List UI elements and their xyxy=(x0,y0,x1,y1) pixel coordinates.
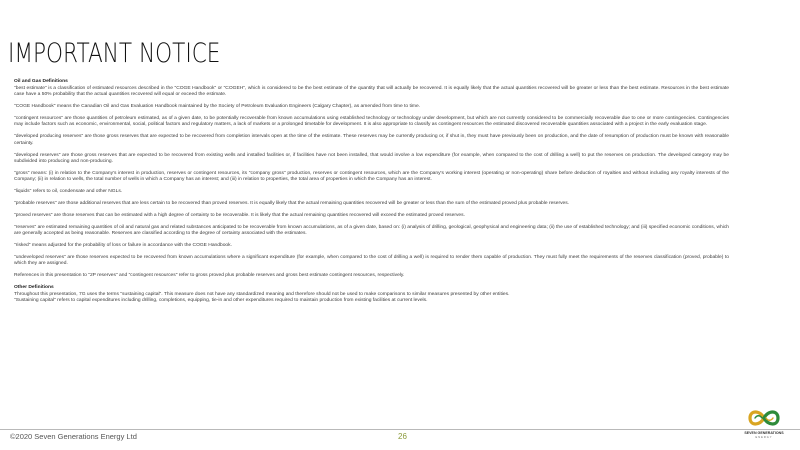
page-number: 26 xyxy=(398,432,407,441)
logo-tagline: ENERGY xyxy=(755,436,773,439)
paragraph-developed-reserves: "developed reserves" are those gross reserves that are expected to be recovered from existing wells and installed facilities or, if facilities have not been installed, that would involve a low expenditure (for example, when compared to the cost of drilling a well) to put the reserves on production. The developed category may be subdivided into producing and non-producing. xyxy=(14,152,729,165)
infinity-logo-icon xyxy=(746,406,782,430)
copyright-text: ©2020 Seven Generations Energy Ltd xyxy=(10,432,137,441)
paragraph-coge-handbook: "COGE Handbook" means the Canadian Oil and Gas Evaluation Handbook maintained by the Society of Petroleum Evaluation Engineers (Calgary Chapter), as amended from time to time. xyxy=(14,103,421,109)
page-title: IMPORTANT NOTICE xyxy=(8,38,221,69)
logo-name: SEVEN GENERATIONS xyxy=(744,431,784,435)
section-heading-other: Other Definitions xyxy=(14,284,54,290)
notice-body xyxy=(14,79,729,305)
section-heading-oil-gas: Oil and Gas Definitions xyxy=(14,79,68,84)
paragraph-liquids: "liquids" refers to oil, condensate and other NGLs. xyxy=(14,189,123,195)
company-logo xyxy=(734,406,794,446)
paragraph-undeveloped-reserves: "undeveloped reserves" are those reserves expected to be recovered from known accumulations where a significant expenditure (for example, when compared to the cost of drilling a well) is required to render them capable of production. They must fully meet the requirements of the reserves classification (proved, probable) to which they are assigned. xyxy=(14,254,729,267)
paragraph-reserves: "reserves" are estimated remaining quantities of oil and natural gas and related substances anticipated to be recoverable from known accumulations, as of a given date, based on: (i) analysis of drilling, geological, geophysical and engineering data; (ii) the use of established technology; and (iii) specified economic conditions, which are generally accepted as being reasonable. Reserves are classified according to the degree of certainty associated with the estimates. xyxy=(14,224,729,237)
paragraph-risked: "risked" means adjusted for the probability of loss or failure in accordance with the COGE Handbook. xyxy=(14,242,232,248)
paragraph-gross: "gross" means: (i) in relation to the Company's interest in production, reserves or contingent resources, its "company gross" production, reserves or contingent resources, which are the Company's working interest (operating or non-operating) share before deduction of royalties and without including any royalty interests of the Company; (ii) in relation to wells, the total number of wells in which a Company has an interest; and (iii) in relation to properties, the total area of properties in which the Company has an interest. xyxy=(14,170,729,183)
footer-divider xyxy=(0,429,800,430)
paragraph-proved-reserves: "proved reserves" are those reserves that can be estimated with a high degree of certainty to be recoverable. It is likely that the actual remaining quantities recovered will exceed the estimated proved reserves. xyxy=(14,212,465,218)
paragraph-contingent-resources: "contingent resources" are those quantities of petroleum estimated, as of a given date, to be potentially recoverable from known accumulations using established technology or technology under development, but which are not currently considered to be commercially recoverable due to one or more contingencies. Contingencies may include factors such as economic, environmental, social, political factors and regulatory matters, a lack of markets or a prolonged timetable for development. It is also appropriate to classify as contingent resources the estimated discovered recoverable quantities associated with a project in the early evaluation stage. xyxy=(14,115,729,128)
paragraph-developed-producing: "developed producing reserves" are those gross reserves that are expected to be recovered from completion intervals open at the time of the estimate. These reserves may be currently producing or, if shut in, they must have previously been on production, and the date of resumption of production must be known with reasonable certainty. xyxy=(14,134,729,146)
paragraph-sustaining-capital-definition: "Sustaining capital" refers to capital expenditures including drilling, completions, equipping, tie-in and other expenditures required to maintain production from existing facilities at current levels. xyxy=(14,298,428,304)
paragraph-probable-reserves: "probable reserves" are those additional reserves that are less certain to be recovered than proved reserves. It is equally likely that the actual remaining quantities recovered will be greater or less than the sum of the estimated proved plus probable reserves. xyxy=(14,201,570,207)
paragraph-best-estimate: "best estimate" is a classification of estimated resources described in the "COGE Handbook" or "COGEH", which is considered to be the best estimate of the quantity that will actually be recovered. It is equally likely that the actual quantities recovered will be greater or less than the best estimate. Resources in the best estimate case have a 50% probability that the actual quantities recovered will equal or exceed the estimate. xyxy=(14,85,729,98)
paragraph-sustaining-capital-usage: Throughout this presentation, 7G uses the terms "sustaining capital". This measure does not have any standardized meaning and therefore should not be used to make comparisons to similar measures presented by other entities. xyxy=(14,291,510,297)
paragraph-references: References in this presentation to "2P reserves" and "contingent resources" refer to gross proved plus probable reserves and gross best estimate contingent resources, respectively. xyxy=(14,273,405,279)
